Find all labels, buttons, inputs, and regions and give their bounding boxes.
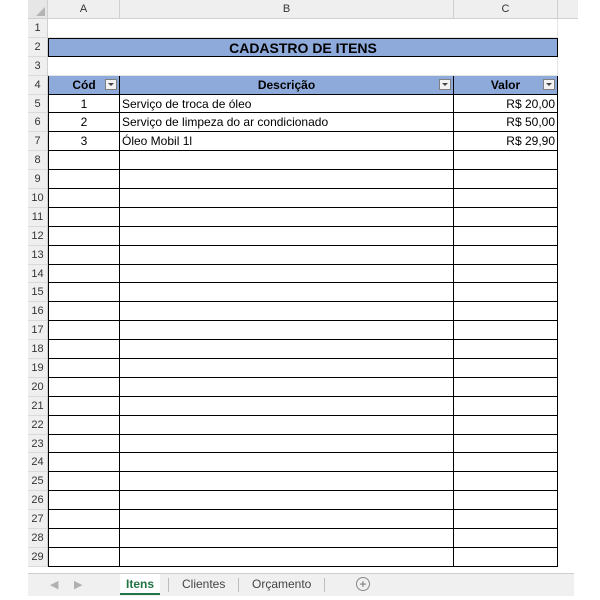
- row-header[interactable]: 19: [28, 359, 48, 378]
- cell[interactable]: [120, 435, 454, 454]
- cell[interactable]: [120, 265, 454, 284]
- cell[interactable]: [454, 321, 558, 340]
- table-row: [48, 453, 574, 472]
- cell[interactable]: [48, 472, 120, 491]
- table-row: [48, 246, 574, 265]
- tab-divider: [168, 578, 169, 592]
- table-row: [48, 472, 574, 491]
- cell-descricao[interactable]: Serviço de limpeza do ar condicionado: [120, 113, 454, 132]
- row-header[interactable]: 28: [28, 529, 48, 548]
- table-row: [48, 227, 574, 246]
- scroll-tabs-right-icon[interactable]: ▶: [74, 579, 83, 591]
- row-header[interactable]: 26: [28, 491, 48, 510]
- cell[interactable]: [120, 491, 454, 510]
- cell[interactable]: [48, 397, 120, 416]
- header-valor-label: Valor: [490, 77, 521, 92]
- table-row: [48, 416, 574, 435]
- row-spacer: [48, 19, 574, 38]
- table-row: [48, 529, 574, 548]
- cell[interactable]: [120, 340, 454, 359]
- table-row: [48, 510, 574, 529]
- filter-dropdown-icon[interactable]: [543, 79, 555, 90]
- table-row: [48, 378, 574, 397]
- sheet-tab-clientes[interactable]: Clientes: [182, 577, 226, 591]
- cell[interactable]: [454, 246, 558, 265]
- row-header[interactable]: 20: [28, 378, 48, 397]
- row-header[interactable]: 18: [28, 340, 48, 359]
- cell[interactable]: [120, 453, 454, 472]
- cell[interactable]: [454, 510, 558, 529]
- row-header[interactable]: 6: [28, 113, 48, 132]
- row-header[interactable]: 22: [28, 416, 48, 435]
- table-row: [48, 359, 574, 378]
- cell[interactable]: [454, 529, 558, 548]
- row-header[interactable]: 2: [28, 38, 48, 57]
- row-header[interactable]: 9: [28, 170, 48, 189]
- row-header[interactable]: 4: [28, 76, 48, 95]
- table-header-row: [48, 76, 574, 95]
- sheet-tab-orcamento[interactable]: Orçamento: [252, 577, 312, 591]
- cell[interactable]: [48, 227, 120, 246]
- cell[interactable]: [48, 265, 120, 284]
- cell[interactable]: [120, 529, 454, 548]
- scroll-tabs-left-icon[interactable]: ◀: [50, 579, 59, 591]
- cell[interactable]: [120, 510, 454, 529]
- cell[interactable]: [48, 340, 120, 359]
- cell[interactable]: [454, 208, 558, 227]
- cell[interactable]: [120, 283, 454, 302]
- row-header[interactable]: 15: [28, 283, 48, 302]
- cell[interactable]: [454, 435, 558, 454]
- cell[interactable]: [48, 378, 120, 397]
- cell-cod[interactable]: 1: [48, 95, 120, 114]
- cell[interactable]: [454, 189, 558, 208]
- cell[interactable]: [120, 397, 454, 416]
- tab-divider: [238, 578, 239, 592]
- table-row: [48, 151, 574, 170]
- row-header[interactable]: 8: [28, 151, 48, 170]
- cell[interactable]: [48, 321, 120, 340]
- cell[interactable]: [48, 151, 120, 170]
- cell[interactable]: [48, 491, 120, 510]
- filter-dropdown-icon[interactable]: [105, 79, 117, 90]
- tab-divider: [324, 578, 325, 592]
- cell[interactable]: [454, 416, 558, 435]
- table-row: [48, 321, 574, 340]
- cell[interactable]: [120, 321, 454, 340]
- table-row: [48, 340, 574, 359]
- table-row: [48, 302, 574, 321]
- cell[interactable]: [48, 359, 120, 378]
- cell[interactable]: [120, 548, 454, 567]
- table-row: [48, 491, 574, 510]
- header-valor[interactable]: [454, 76, 558, 95]
- row-header[interactable]: 12: [28, 227, 48, 246]
- column-header-c[interactable]: C: [454, 0, 558, 19]
- column-header-spare: [558, 0, 578, 19]
- cell[interactable]: [48, 435, 120, 454]
- cell[interactable]: [454, 378, 558, 397]
- cell-descricao[interactable]: Serviço de troca de óleo: [120, 95, 454, 114]
- table-row: [48, 113, 574, 132]
- cell[interactable]: [454, 283, 558, 302]
- row-header[interactable]: 13: [28, 246, 48, 265]
- cell[interactable]: [48, 302, 120, 321]
- cell[interactable]: [454, 151, 558, 170]
- row-header[interactable]: 21: [28, 397, 48, 416]
- cell[interactable]: [120, 472, 454, 491]
- header-descricao[interactable]: [120, 76, 454, 95]
- cell[interactable]: [454, 302, 558, 321]
- row-header[interactable]: 11: [28, 208, 48, 227]
- cell[interactable]: [120, 189, 454, 208]
- cell[interactable]: [454, 227, 558, 246]
- column-header-a[interactable]: A: [48, 0, 120, 19]
- cell[interactable]: [120, 302, 454, 321]
- table-row: [48, 170, 574, 189]
- column-header-b[interactable]: B: [120, 0, 454, 19]
- header-descricao-label: Descrição: [257, 77, 316, 92]
- cell[interactable]: [48, 283, 120, 302]
- table-row: [48, 435, 574, 454]
- cell[interactable]: [48, 246, 120, 265]
- cell[interactable]: [120, 416, 454, 435]
- cell[interactable]: [454, 548, 558, 567]
- cell[interactable]: [120, 170, 454, 189]
- cell-valor[interactable]: R$ 50,00: [454, 113, 558, 132]
- sheet-tab-itens[interactable]: Itens: [120, 574, 160, 595]
- cell[interactable]: [454, 472, 558, 491]
- table-row: [48, 208, 574, 227]
- row-header[interactable]: 3: [28, 57, 48, 76]
- cell[interactable]: [48, 510, 120, 529]
- cell[interactable]: [454, 453, 558, 472]
- cell[interactable]: [48, 57, 558, 76]
- empty-row: [48, 57, 574, 76]
- cell[interactable]: [120, 208, 454, 227]
- row-header[interactable]: 10: [28, 189, 48, 208]
- cell[interactable]: [120, 359, 454, 378]
- cell[interactable]: [454, 491, 558, 510]
- table-row: [48, 132, 574, 151]
- cell[interactable]: [48, 208, 120, 227]
- cell[interactable]: [454, 359, 558, 378]
- cell[interactable]: [120, 246, 454, 265]
- cell[interactable]: [120, 378, 454, 397]
- table-row: [48, 283, 574, 302]
- row-header[interactable]: 1: [28, 19, 48, 38]
- cell-descricao[interactable]: Óleo Mobil 1l: [120, 132, 454, 151]
- row-header[interactable]: 5: [28, 95, 48, 114]
- row-header[interactable]: 29: [28, 548, 48, 567]
- cell-valor[interactable]: R$ 20,00: [454, 95, 558, 114]
- row-header[interactable]: 24: [28, 453, 48, 472]
- table-row: [48, 397, 574, 416]
- cell[interactable]: [454, 265, 558, 284]
- table-row: [48, 189, 574, 208]
- spreadsheet: [28, 0, 574, 573]
- row-header[interactable]: 25: [28, 472, 48, 491]
- select-all-triangle-icon: [36, 7, 45, 16]
- table-row: [48, 265, 574, 284]
- row-header[interactable]: 14: [28, 265, 48, 284]
- cell[interactable]: [48, 19, 558, 38]
- cell-grid[interactable]: [48, 19, 574, 567]
- sheet-tab-bar: [28, 573, 574, 596]
- cell[interactable]: [48, 453, 120, 472]
- cell[interactable]: [48, 548, 120, 567]
- title-row: [48, 38, 574, 57]
- row-header[interactable]: 17: [28, 321, 48, 340]
- select-all-corner[interactable]: [28, 0, 48, 19]
- filter-dropdown-icon[interactable]: [439, 79, 451, 90]
- sheet-title[interactable]: CADASTRO DE ITENS: [48, 38, 558, 57]
- row-headers: [28, 19, 48, 567]
- header-cod[interactable]: [48, 76, 120, 95]
- cell[interactable]: [48, 170, 120, 189]
- column-headers: [48, 0, 578, 19]
- table-row: [48, 548, 574, 567]
- cell[interactable]: [48, 416, 120, 435]
- row-header[interactable]: 27: [28, 510, 48, 529]
- cell[interactable]: [454, 397, 558, 416]
- cell-cod[interactable]: 2: [48, 113, 120, 132]
- cell[interactable]: [48, 189, 120, 208]
- cell[interactable]: [120, 151, 454, 170]
- table-row: [48, 95, 574, 114]
- cell[interactable]: [120, 227, 454, 246]
- cell[interactable]: [454, 340, 558, 359]
- row-header[interactable]: 7: [28, 132, 48, 151]
- cell[interactable]: [454, 170, 558, 189]
- cell-cod[interactable]: 3: [48, 132, 120, 151]
- cell-valor[interactable]: R$ 29,90: [454, 132, 558, 151]
- row-header[interactable]: 16: [28, 302, 48, 321]
- header-cod-label: Cód: [72, 77, 96, 92]
- row-header[interactable]: 23: [28, 435, 48, 454]
- cell[interactable]: [48, 529, 120, 548]
- add-sheet-icon[interactable]: +: [356, 577, 370, 591]
